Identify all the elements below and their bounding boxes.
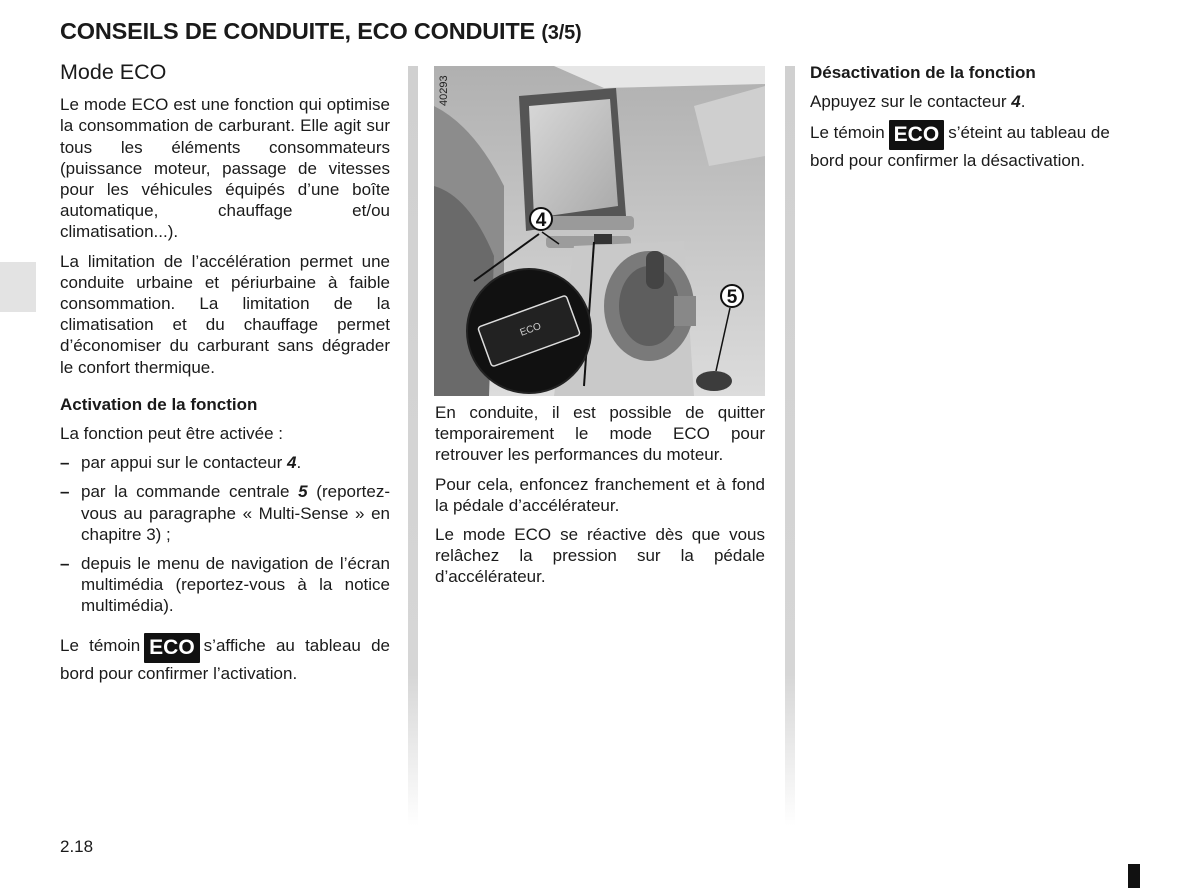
eco-indicator-badge: ECO — [144, 633, 200, 663]
list-item: – par la commande centrale 5 (reportez-vous au paragraphe « Multi-Sense » en chapitre 3) ; — [60, 481, 390, 545]
figure-reference: 40293 — [438, 75, 450, 106]
activation-list — [60, 452, 390, 616]
column-divider — [785, 66, 795, 826]
list-item: – par appui sur le contacteur 4. — [60, 452, 390, 473]
dashboard-figure — [434, 66, 765, 396]
page-title-suffix: (3/5) — [541, 22, 582, 44]
page-number: 2.18 — [60, 837, 94, 856]
callout-4: 4 — [535, 210, 547, 231]
left-column — [60, 62, 390, 692]
activation-intro: La fonction peut être activée : — [60, 424, 284, 444]
middle-column — [435, 402, 765, 596]
eco-indicator-badge: ECO — [889, 120, 945, 150]
limitation-paragraph: La limitation de l’accélération permet une conduite urbaine et périurbaine à faible consommation. La limitation de la climatisation et du chauffage permet d’économiser du carburant sans dégrader le confort thermique. — [60, 251, 390, 377]
middle-paragraph-2: Pour cela, enfoncez franchement et à fond la pédale d’accélérateur. — [435, 474, 765, 515]
middle-paragraph-3: Le mode ECO se réactive dès que vous relâchez la pression sur la pédale d’accélérateur. — [435, 525, 765, 587]
deactivation-heading: Désactivation de la fonction — [810, 63, 1036, 82]
list-item: – depuis le menu de navigation de l’écran multimédia (reportez-vous à la notice multimédia). — [60, 553, 390, 617]
column-divider — [408, 66, 418, 826]
right-column — [810, 62, 1140, 180]
deactivation-instruction: Appuyez sur le contacteur 4. — [810, 92, 1026, 112]
callout-5: 5 — [726, 287, 738, 308]
middle-paragraph-1: En conduite, il est possible de quitter temporairement le mode ECO pour retrouver les performances du moteur. — [435, 403, 765, 465]
figure-ref-wrap — [392, 66, 452, 126]
corner-marker — [1128, 864, 1140, 888]
activation-heading: Activation de la fonction — [60, 394, 258, 414]
deactivation-indicator-paragraph: Le témoin ECO s’éteint au tableau de bord pour confirmer la désactivation. — [810, 120, 1140, 171]
intro-paragraph: Le mode ECO est une fonction qui optimise la consommation de carburant. Elle agit sur tous les éléments consommateurs (puissance moteur, passage de vitesses pour les véhicules équipés d’une boîte automatique, chauffage et/ou climatisation...). — [60, 95, 390, 242]
activation-indicator-paragraph: Le témoin ECO s’affiche au tableau de bord pour confirmer l’activation. — [60, 633, 390, 684]
eco-button-label: ECO — [518, 320, 543, 339]
chapter-tab — [0, 262, 36, 312]
mode-eco-heading: Mode ECO — [60, 60, 167, 84]
page-title: CONSEILS DE CONDUITE, ECO CONDUITE (3/5) — [60, 18, 582, 44]
dashboard-illustration — [434, 66, 765, 396]
